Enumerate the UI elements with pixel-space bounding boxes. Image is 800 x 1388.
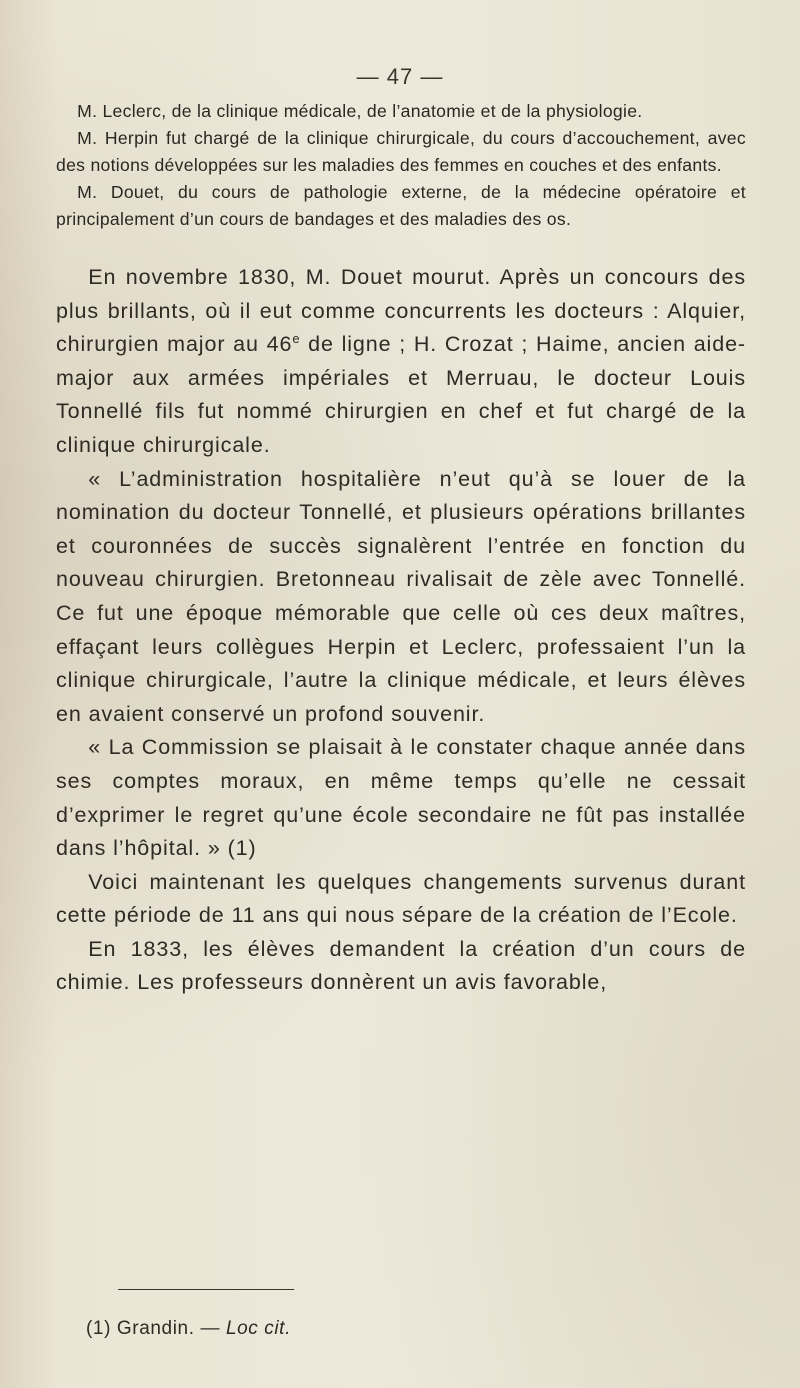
- page-number: — 47 —: [356, 64, 444, 89]
- faculty-entry-leclerc: M. Leclerc, de la clinique médicale, de l’anatomie et de la physiologie.: [77, 101, 643, 121]
- paragraph-5: En 1833, les élèves demandent la création d’un cours de chimie. Les professeurs donnèrent un avis favorable,: [56, 936, 746, 995]
- main-text: [56, 261, 746, 1000]
- faculty-list: [56, 98, 746, 233]
- paragraph-1-start: En novembre 1830, M. Douet mourut. Après un concours des plus brillants, où il eut comme concurrents les docteurs : Alquier, chirurgien major au 46: [56, 265, 746, 357]
- footnote-marker: (1) Grandin. —: [86, 1318, 221, 1339]
- paragraph-3: « La Commission se plaisait à le constater chaque année dans ses comptes moraux, en même temps qu’elle ne cessait d’exprimer le regret qu’une école secondaire ne fût pas installée dans l’hôpital. » (1): [56, 735, 746, 861]
- footnote-reference: Loc cit.: [225, 1318, 291, 1339]
- faculty-entry-douet: M. Douet, du cours de pathologie externe, de la médecine opératoire et principalement d’un cours de bandages et des maladies des os.: [56, 182, 746, 229]
- ordinal-superscript: e: [292, 331, 301, 347]
- paragraph-1-end: de ligne ; H. Crozat ; Haime, ancien aide-major aux armées impériales et Merruau, le docteur Louis Tonnellé fils fut nommé chirurgien en chef et fut chargé de la clinique chirurgicale.: [56, 332, 746, 457]
- footnote: [86, 1318, 291, 1340]
- paragraph-4: Voici maintenant les quelques changements survenus durant cette période de 11 ans qui nous sépare de la création de l’Ecole.: [56, 869, 746, 928]
- footnote-divider: [118, 1289, 294, 1290]
- paragraph-2: « L’administration hospitalière n’eut qu’à se louer de la nomination du docteur Tonnellé, et plusieurs opérations brillantes et couronnées de succès signalèrent l’entrée en fonction du nouveau chirurgien. Bretonneau rivalisait de zèle avec Tonnellé. Ce fut une époque mémorable que celle où ces deux maîtres, effaçant leurs collègues Herpin et Leclerc, professaient l’un la clinique chirurgicale, l’autre la clinique médicale, et leurs élèves en avaient conservé un profond souvenir.: [56, 466, 746, 726]
- paragraph-1: [56, 261, 746, 463]
- faculty-entry-herpin: M. Herpin fut chargé de la clinique chirurgicale, du cours d’accouchement, avec des notions développées sur les maladies des femmes en couches et des enfants.: [56, 128, 746, 175]
